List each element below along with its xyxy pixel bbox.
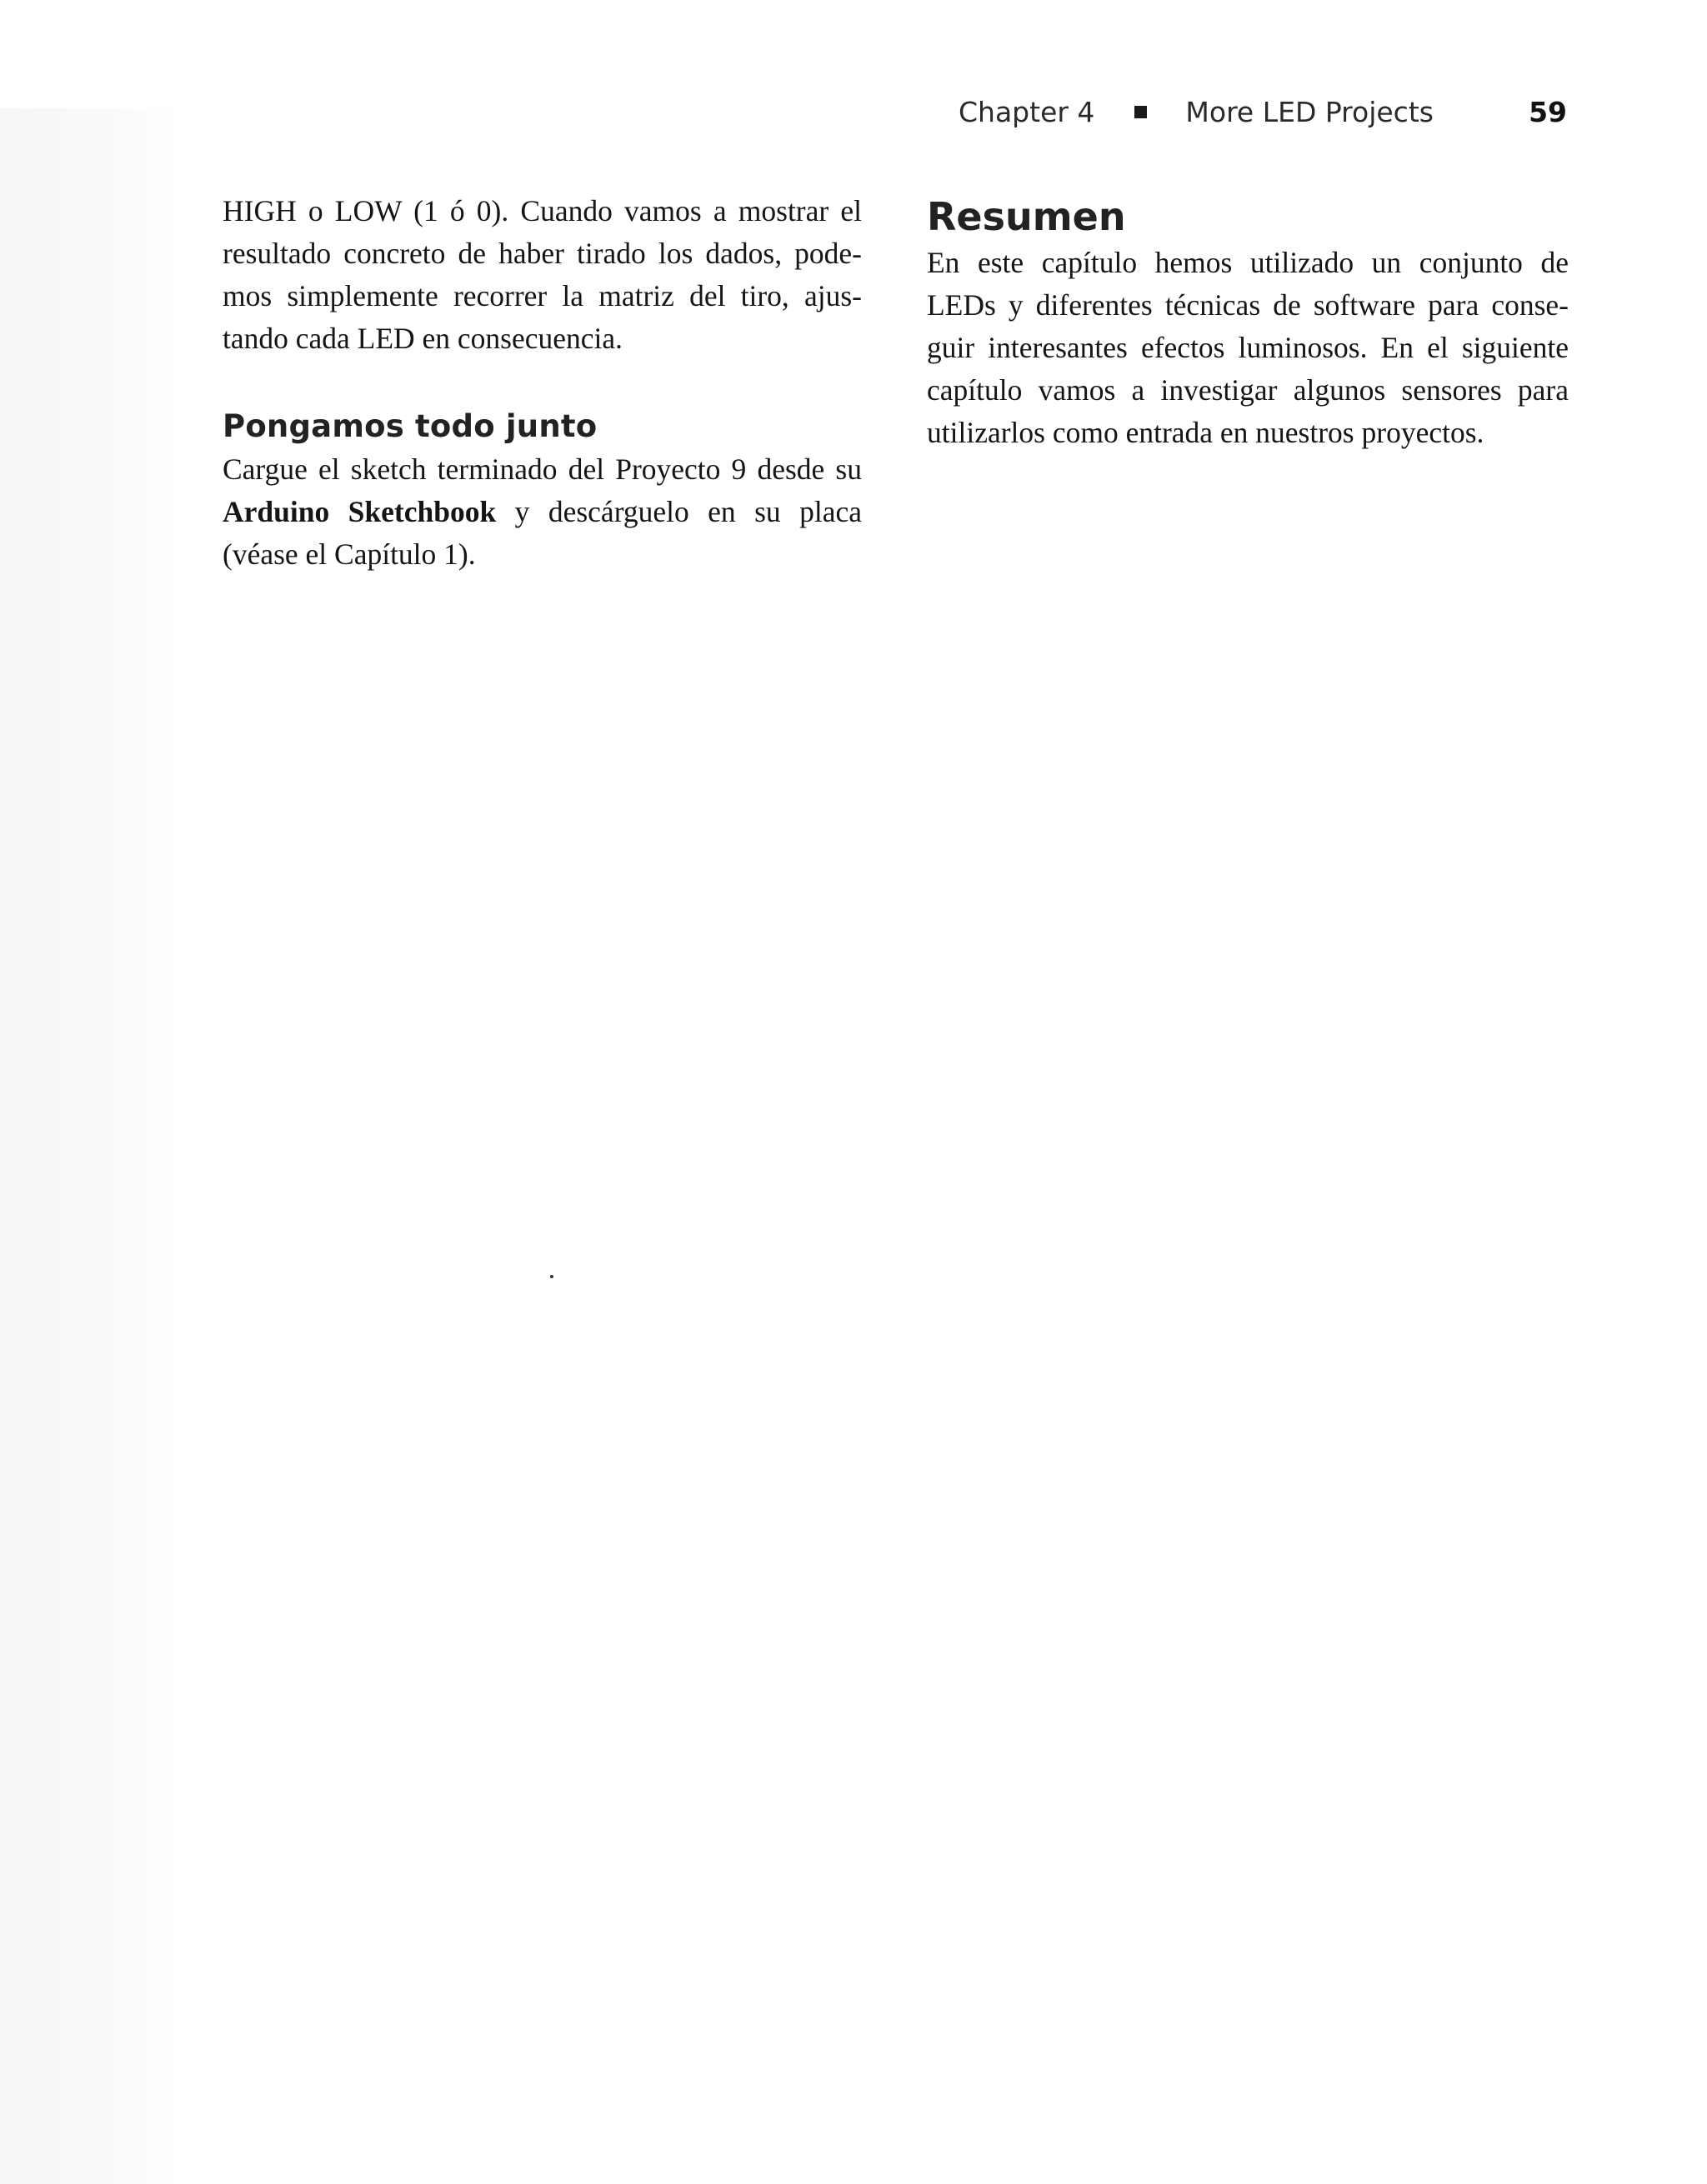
body-paragraph: HIGH o LOW (1 ó 0). Cuando vamos a mostrar el resultado concreto de haber tirado los dados, podemos simplemente recorrer la matriz del tiro, ajustando cada LED en consecuencia. xyxy=(223,194,862,355)
left-column xyxy=(223,190,862,576)
scan-margin-shade xyxy=(0,108,182,2184)
text-run: y descárguelo en su placa (véase el Capítulo 1). xyxy=(223,495,862,571)
scan-speck xyxy=(550,1275,553,1278)
running-head xyxy=(959,92,1567,132)
bold-term: Arduino Sketchbook xyxy=(223,495,497,528)
body-paragraph xyxy=(223,448,862,576)
square-bullet-icon xyxy=(1134,106,1147,118)
page-number: 59 xyxy=(1529,95,1567,128)
body-paragraph: En este capítulo hemos utilizado un conjunto de LEDs y diferentes técnicas de software para conseguir interesantes efectos luminosos. En el siguiente capítulo vamos a investigar algunos sensores para utilizarlos como entrada en nuestros proyectos. xyxy=(927,246,1569,449)
chapter-title: More LED Projects xyxy=(1185,95,1434,128)
section-heading-resumen: Resumen xyxy=(927,194,1126,239)
right-column xyxy=(927,190,1569,454)
chapter-label: Chapter 4 xyxy=(959,95,1095,128)
section-heading-pongamos: Pongamos todo junto xyxy=(223,408,598,444)
text-run: Cargue el sketch terminado del Proyecto 9 desde su xyxy=(223,452,862,486)
